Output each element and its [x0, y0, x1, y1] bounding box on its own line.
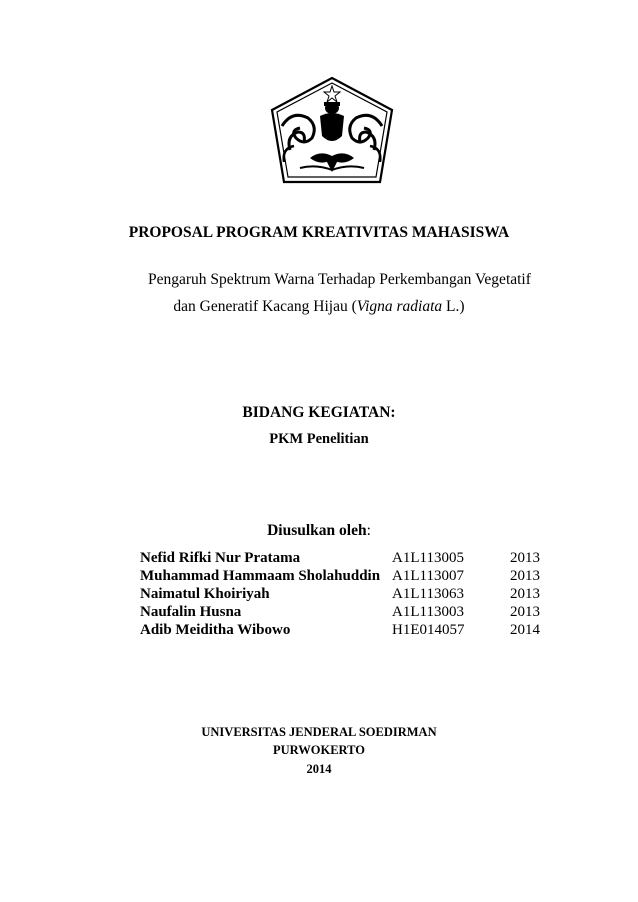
city-name: PURWOKERTO: [273, 743, 365, 757]
member-nim: A1L113003: [392, 604, 464, 620]
university-name: UNIVERSITAS JENDERAL SOEDIRMAN: [201, 725, 437, 739]
member-name: Naimatul Khoiriyah: [140, 586, 270, 602]
field-value: PKM Penelitian: [269, 431, 369, 447]
member-row: [140, 585, 540, 603]
university-emblem-icon: [270, 76, 394, 184]
member-nim: A1L113007: [392, 568, 464, 584]
member-year: 2013: [510, 604, 540, 620]
member-name: Muhammad Hammaam Sholahuddin: [140, 568, 381, 584]
member-row: [140, 621, 540, 639]
member-list: [140, 549, 540, 639]
member-nim: H1E014057: [392, 622, 465, 638]
member-name: Nefid Rifki Nur Pratama: [140, 550, 301, 566]
document-title: PROPOSAL PROGRAM KREATIVITAS MAHASISWA: [128, 224, 510, 241]
member-nim: A1L113063: [392, 586, 464, 602]
field-label: BIDANG KEGIATAN:: [242, 404, 396, 421]
member-row: [140, 549, 540, 567]
member-row: [140, 603, 540, 621]
member-name: Naufalin Husna: [140, 604, 242, 620]
member-nim: A1L113005: [392, 550, 464, 566]
subtitle-line-2: [0, 295, 638, 319]
member-year: 2013: [510, 586, 540, 602]
proposed-by-heading: [0, 522, 638, 540]
publication-year: 2014: [306, 762, 332, 776]
proposed-by-label: Diusulkan oleh: [267, 522, 367, 539]
member-year: 2014: [510, 622, 540, 638]
subtitle-suffix: L.): [442, 298, 465, 315]
member-row: [140, 567, 540, 585]
member-name: Adib Meiditha Wibowo: [140, 622, 291, 638]
scientific-name: Vigna radiata: [356, 298, 443, 315]
proposed-by-colon: :: [366, 522, 371, 539]
member-year: 2013: [510, 550, 540, 566]
subtitle-prefix: dan Generatif Kacang Hijau (: [173, 298, 357, 315]
member-year: 2013: [510, 568, 540, 584]
subtitle-line-1: Pengaruh Spektrum Warna Terhadap Perkembangan Vegetatif: [148, 271, 531, 288]
